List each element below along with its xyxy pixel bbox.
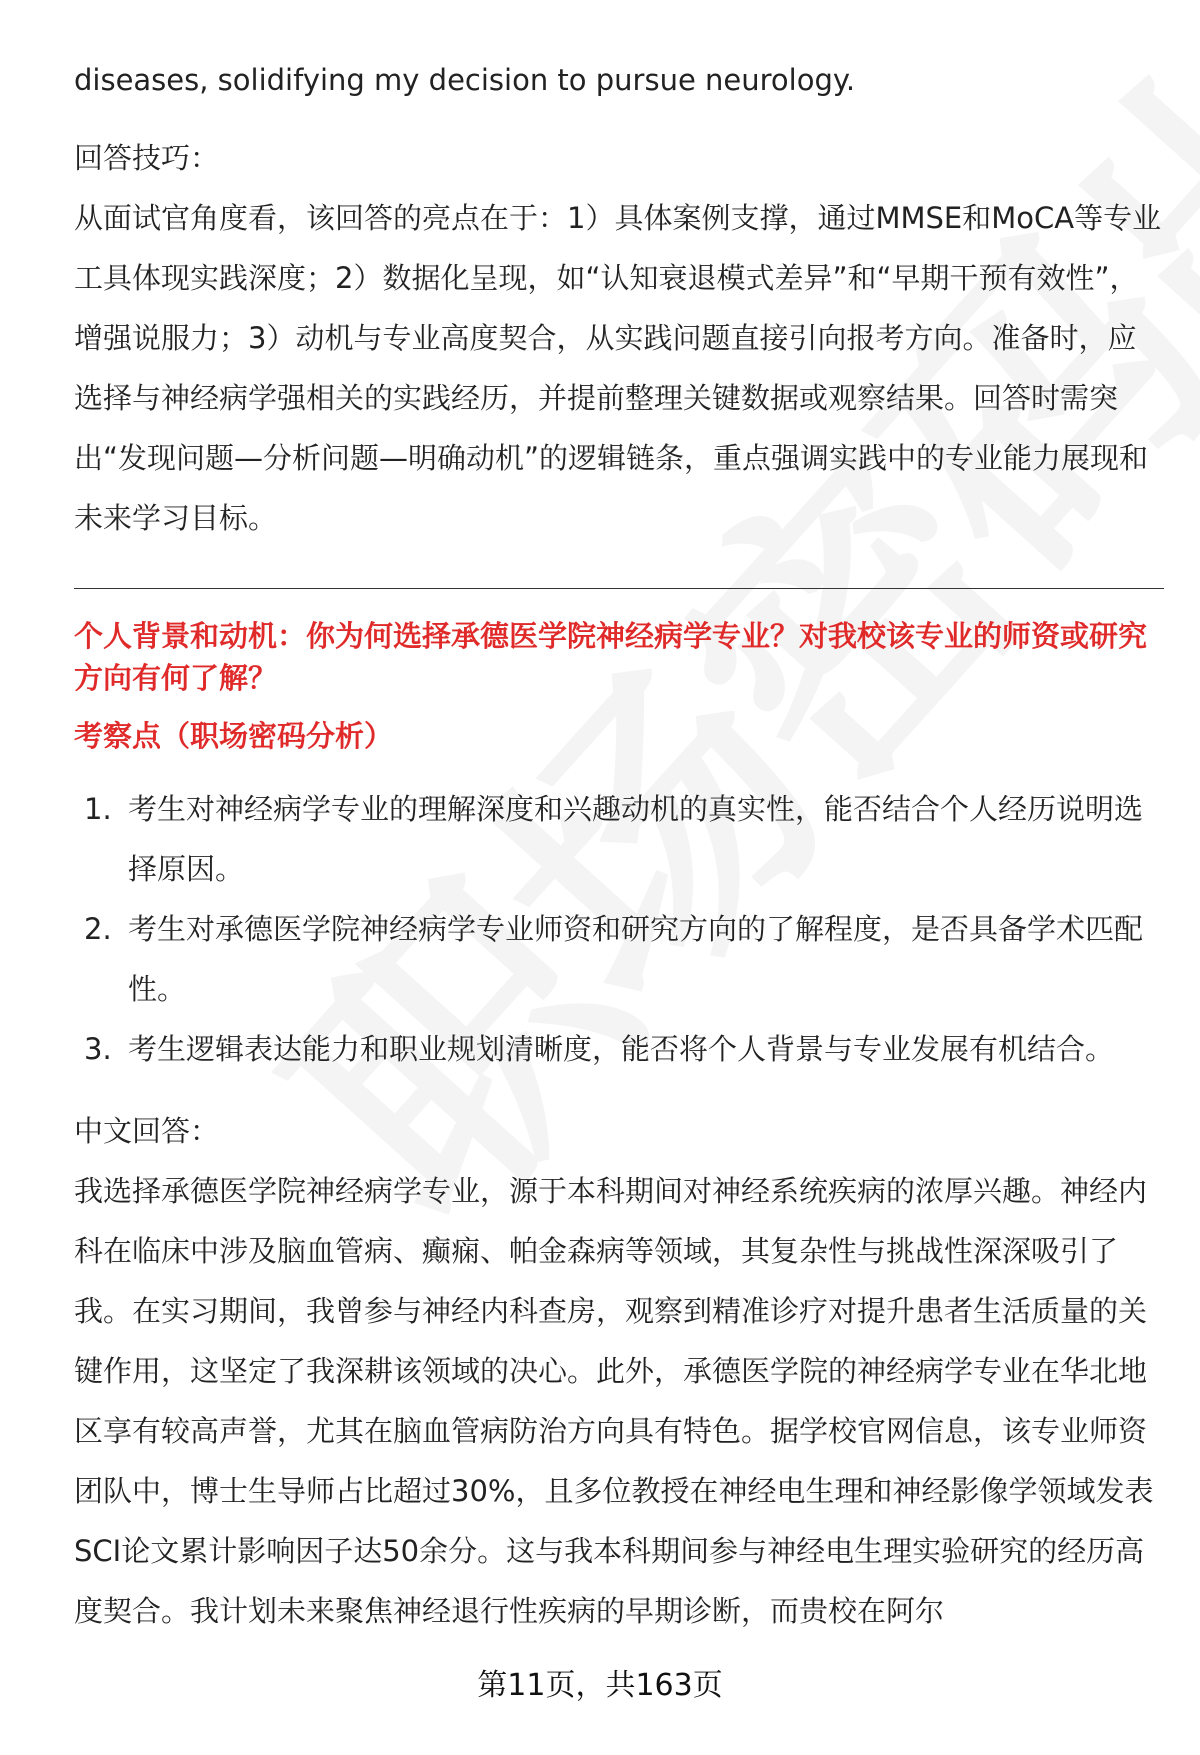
list-item-number: 3. <box>84 1032 112 1066</box>
list-item <box>74 1019 1164 1079</box>
list-item <box>74 779 1164 899</box>
answer-body: 我选择承德医学院神经病学专业，源于本科期间对神经系统疾病的浓厚兴趣。神经内科在临床中涉及脑血管病、癫痫、帕金森病等领域，其复杂性与挑战性深深吸引了我。在实习期间，我曾参与神经内科查房，观察到精准诊疗对提升患者生活质量的关键作用，这坚定了我深耕该领域的决心。此外，承德医学院的神经病学专业在华北地区享有较高声誉，尤其在脑血管病防治方向具有特色。据学校官网信息，该专业师资团队中，博士生导师占比超过30%，且多位教授在神经电生理和神经影像学领域发表SCI论文累计影响因子达50余分。这与我本科期间参与神经电生理实验研究的经历高度契合。我计划未来聚焦神经退行性疾病的早期诊断，而贵校在阿尔 <box>74 1174 1154 1628</box>
exam-points-list <box>74 779 1164 1079</box>
list-item-text: 考生对神经病学专业的理解深度和兴趣动机的真实性，能否结合个人经历说明选择原因。 <box>128 792 1144 886</box>
document-page <box>74 0 1164 1641</box>
list-item-number: 1. <box>84 792 112 826</box>
tips-body: 从面试官角度看，该回答的亮点在于：1）具体案例支撑，通过MMSE和MoCA等专业工具体现实践深度；2）数据化呈现，如“认知衰退模式差异”和“早期干预有效性”，增强说服力；3）动机与专业高度契合，从实践问题直接引向报考方向。准备时，应选择与神经病学强相关的实践经历，并提前整理关键数据或观察结果。回答时需突出“发现问题—分析问题—明确动机”的逻辑链条，重点强调实践中的专业能力展现和未来学习目标。 <box>74 201 1162 535</box>
section-divider <box>74 588 1164 589</box>
intro-text: diseases, solidifying my decision to pursue neurology. <box>74 63 856 97</box>
list-item <box>74 899 1164 1019</box>
question-heading: 个人背景和动机：你为何选择承德医学院神经病学专业？对我校该专业的师资或研究方向有何了解？ <box>74 619 1148 695</box>
exam-points-title: 考察点（职场密码分析） <box>74 719 394 753</box>
tips-label: 回答技巧： <box>74 141 220 175</box>
list-item-number: 2. <box>84 912 112 946</box>
answer-label: 中文回答： <box>74 1114 220 1148</box>
page-number-footer: 第11页，共163页 <box>477 1668 723 1703</box>
list-item-text: 考生逻辑表达能力和职业规划清晰度，能否将个人背景与专业发展有机结合。 <box>128 1032 1115 1066</box>
list-item-text: 考生对承德医学院神经病学专业师资和研究方向的了解程度，是否具备学术匹配性。 <box>128 912 1144 1006</box>
